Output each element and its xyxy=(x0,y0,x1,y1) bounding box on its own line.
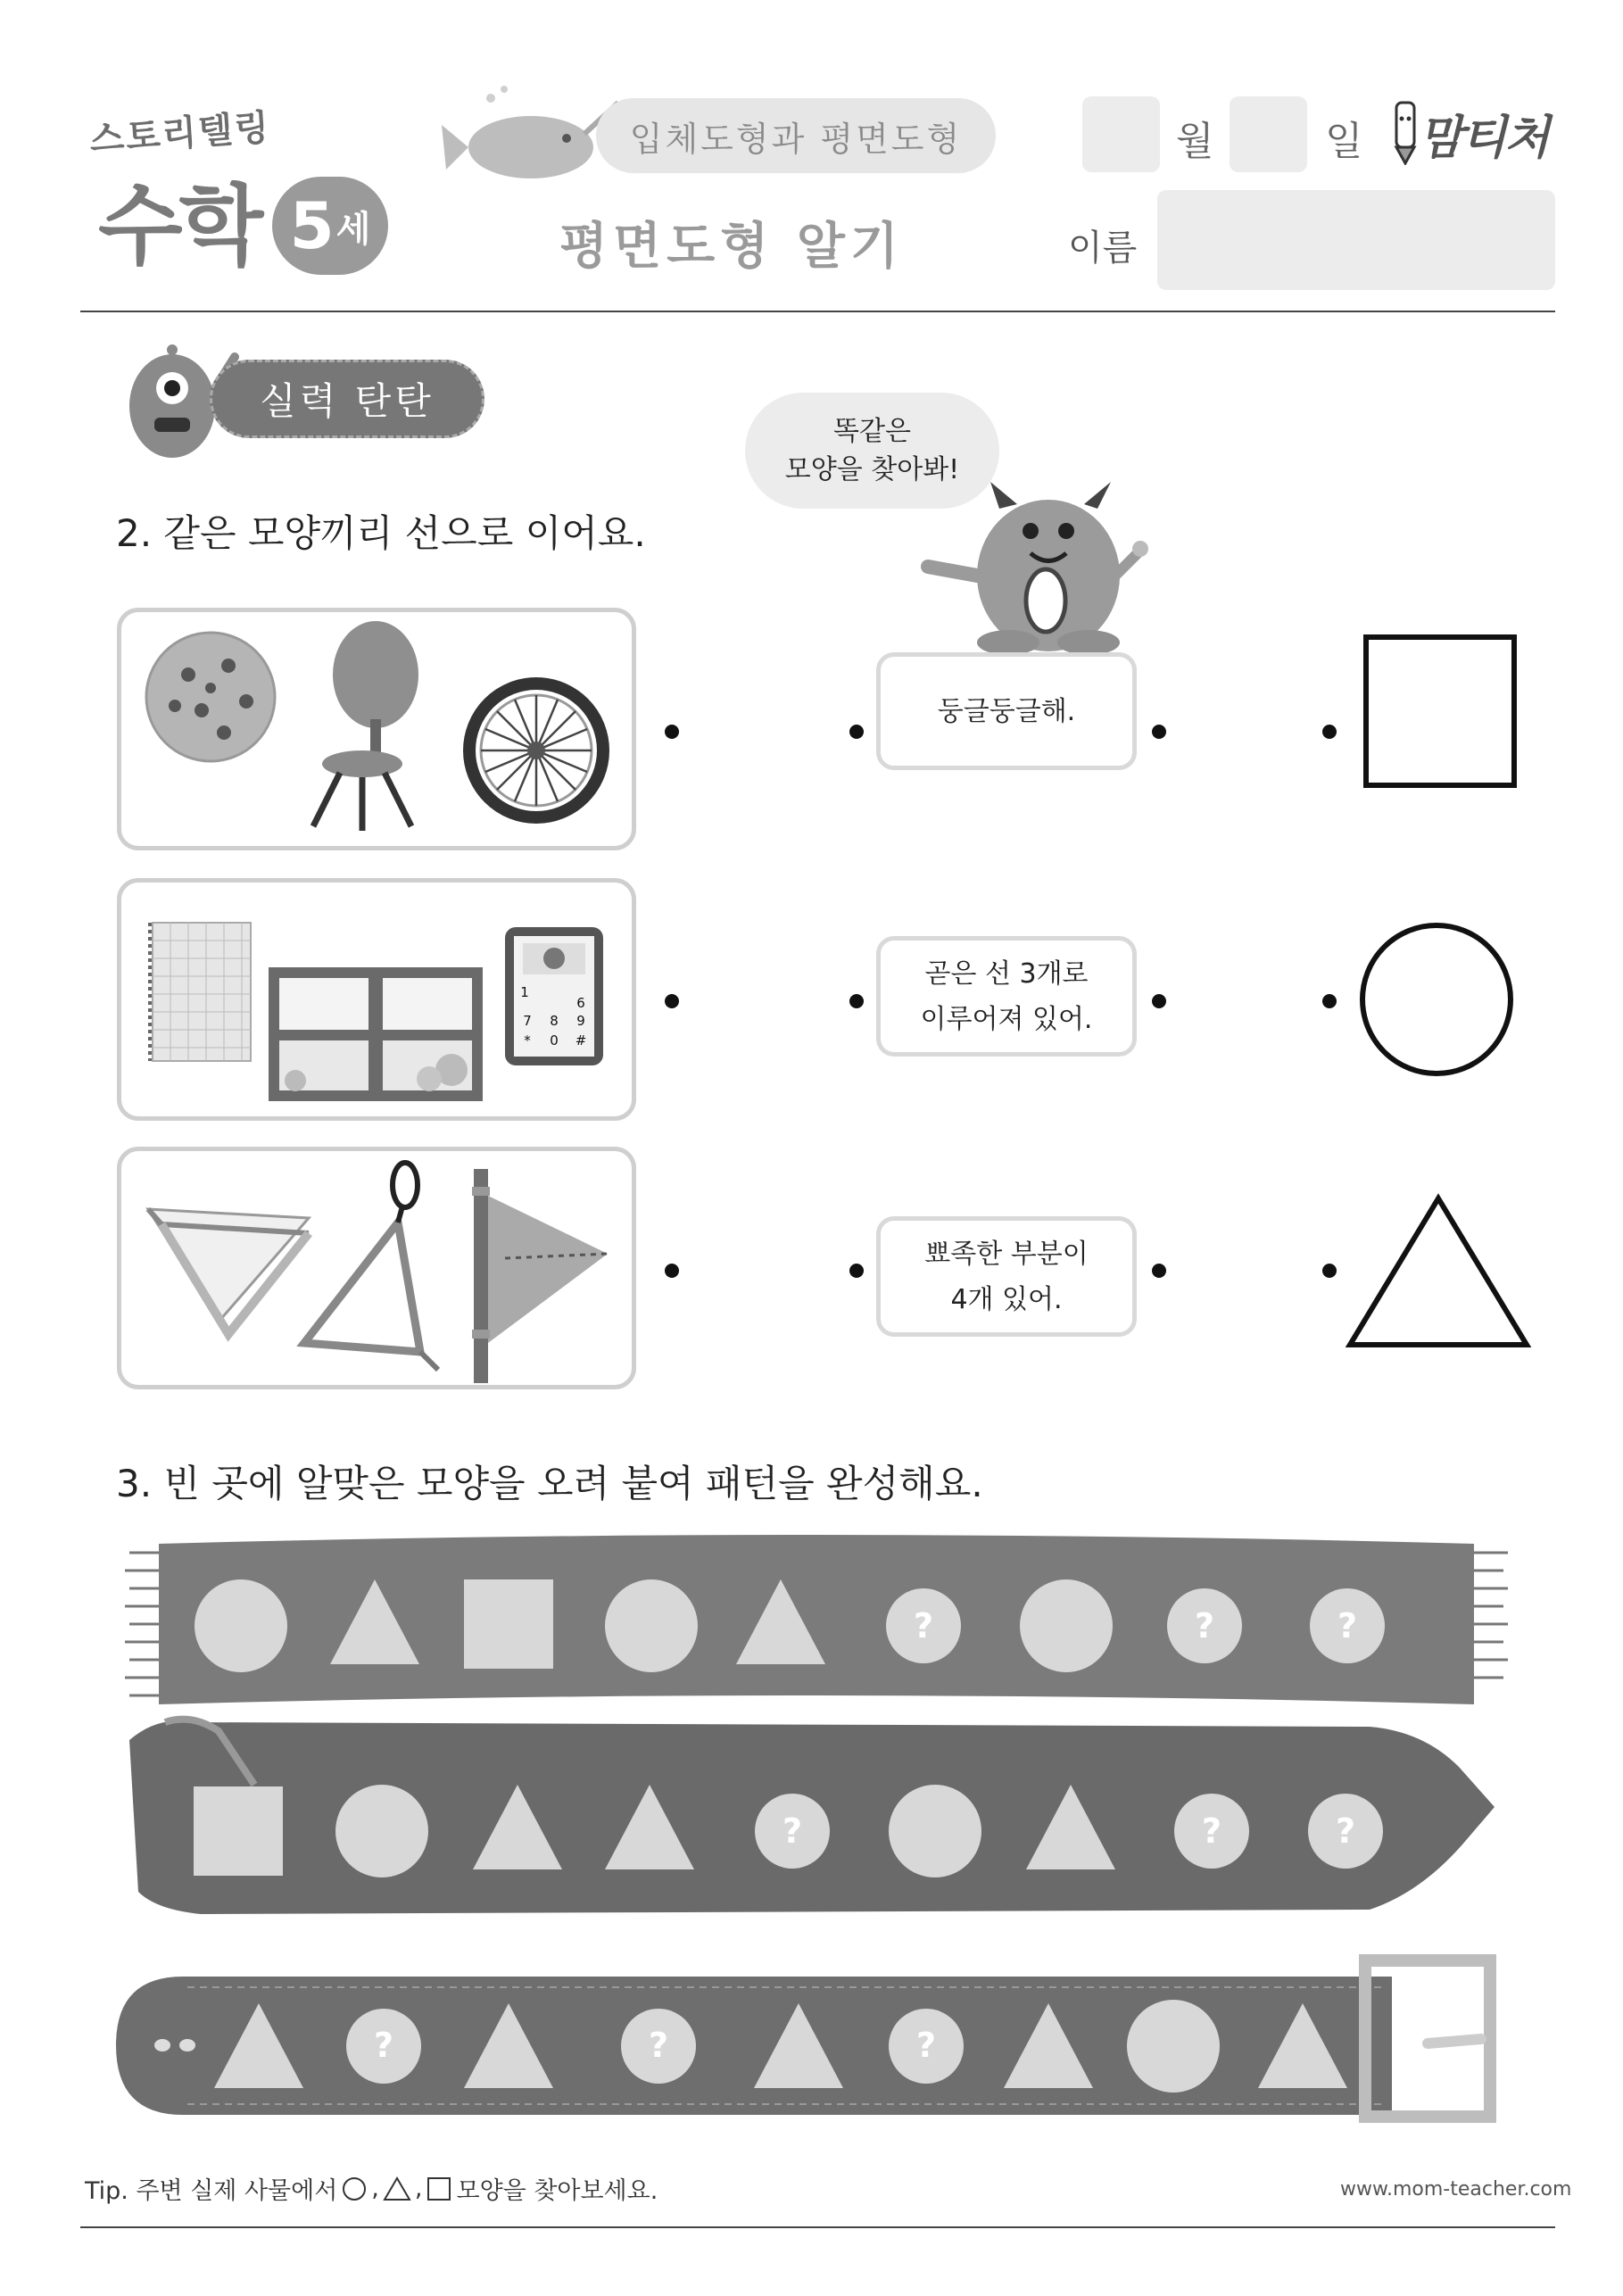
speech-line-1: 똑같은 xyxy=(833,415,911,447)
square-shape xyxy=(1361,632,1521,792)
picture-group-rect xyxy=(121,883,632,1116)
description-card-2 xyxy=(876,936,1137,1057)
footer-url[interactable]: www.mom-teacher.com xyxy=(1340,2178,1572,2201)
belt-blank-2[interactable]: ? xyxy=(648,2026,669,2065)
tie-blank-3[interactable]: ? xyxy=(1335,1811,1356,1851)
connect-dot-pic-1[interactable] xyxy=(665,725,679,739)
tip-suffix: 모양을 찾아보세요. xyxy=(456,2177,658,2205)
belt-blank-1[interactable]: ? xyxy=(373,2026,394,2065)
triangle-outline-icon xyxy=(383,2176,411,2202)
description-2-line-1: 곧은 선 3개로 xyxy=(924,957,1089,990)
triangle-shape xyxy=(1346,1191,1533,1352)
picture-box-2 xyxy=(117,878,636,1121)
phone-icon xyxy=(505,927,603,1065)
scarf-blank-1[interactable]: ? xyxy=(913,1606,934,1645)
cookie-icon xyxy=(146,633,275,761)
description-2-line-2: 이루어져 있어. xyxy=(920,1003,1093,1035)
speech-line-2: 모양을 찾아봐! xyxy=(784,454,960,485)
month-label: 월 xyxy=(1176,119,1214,164)
name-label: 이름 xyxy=(1068,228,1138,269)
tie-blank-1[interactable]: ? xyxy=(782,1811,803,1851)
connect-dot-desc-1-right[interactable] xyxy=(1152,725,1166,739)
sandwich-icon xyxy=(148,1209,309,1334)
belt-pattern xyxy=(116,1950,1508,2128)
age-number: 5 xyxy=(289,188,335,263)
brand-logo: 맘티처 xyxy=(1419,112,1548,165)
tie-blank-2[interactable]: ? xyxy=(1201,1811,1222,1851)
description-3-line-1: 뾰족한 부분이 xyxy=(924,1238,1089,1270)
phone-key-0: 0 xyxy=(550,1032,559,1049)
footer-divider xyxy=(80,2226,1555,2228)
picture-box-1 xyxy=(117,608,636,850)
phone-key-hash: # xyxy=(575,1032,587,1049)
tie-pattern xyxy=(129,1713,1503,1927)
tip-prefix: Tip. 주변 실제 사물에서 xyxy=(85,2177,338,2205)
month-input[interactable] xyxy=(1082,96,1160,172)
pencil-icon xyxy=(1387,94,1423,165)
age-badge xyxy=(272,177,388,275)
connect-dot-desc-3-left[interactable] xyxy=(849,1264,864,1278)
connect-dot-shape-1[interactable] xyxy=(1322,725,1337,739)
circle-outline-icon xyxy=(341,2176,368,2202)
phone-key-6: 6 xyxy=(576,995,585,1011)
scarf-blank-3[interactable]: ? xyxy=(1337,1606,1358,1645)
connect-dot-desc-1-left[interactable] xyxy=(849,725,864,739)
narwhal-illustration xyxy=(442,85,620,192)
scarf-pattern xyxy=(116,1530,1517,1718)
picture-group-round xyxy=(121,612,632,846)
description-1-line-1: 둥글둥글해. xyxy=(937,695,1076,727)
phone-key-star: * xyxy=(524,1032,531,1049)
description-card-3 xyxy=(876,1216,1137,1337)
connect-dot-pic-2[interactable] xyxy=(665,994,679,1008)
connect-dot-desc-2-right[interactable] xyxy=(1152,994,1166,1008)
window-icon xyxy=(269,967,483,1101)
connect-dot-desc-3-right[interactable] xyxy=(1152,1264,1166,1278)
circle-shape xyxy=(1356,919,1517,1080)
square-outline-icon xyxy=(426,2176,452,2202)
logo-subtitle: 스토리텔링 xyxy=(87,106,272,162)
triangle-instrument-icon xyxy=(304,1163,438,1370)
connect-dot-shape-2[interactable] xyxy=(1322,994,1337,1008)
belt-blank-3[interactable]: ? xyxy=(915,2026,937,2065)
day-label: 일 xyxy=(1325,119,1363,164)
name-input[interactable] xyxy=(1157,190,1555,290)
logo-title: 수학 xyxy=(98,176,261,278)
monster-character-icon xyxy=(910,468,1160,656)
flag-icon xyxy=(472,1169,608,1383)
q3-prompt: 3. 빈 곳에 알맞은 모양을 오려 붙여 패턴을 완성해요. xyxy=(116,1462,983,1505)
phone-key-1: 1 xyxy=(520,984,529,1000)
wheel-icon xyxy=(469,684,603,817)
header-divider xyxy=(80,311,1555,312)
scarf-blank-2[interactable]: ? xyxy=(1194,1606,1215,1645)
phone-key-9: 9 xyxy=(576,1013,585,1029)
section-badge: 실력 탄탄 xyxy=(210,360,484,438)
connect-dot-desc-2-left[interactable] xyxy=(849,994,864,1008)
picture-group-triangle xyxy=(121,1151,632,1385)
round-chair-icon xyxy=(313,621,418,831)
phone-key-7: 7 xyxy=(523,1013,532,1029)
tip-sep-1: , xyxy=(371,2175,379,2202)
tip-sep-2: , xyxy=(414,2175,423,2202)
notebook-icon xyxy=(150,923,251,1061)
unit-title: 입체도형과 평면도형 xyxy=(596,98,996,173)
description-3-line-2: 4개 있어. xyxy=(950,1283,1063,1315)
picture-box-3 xyxy=(117,1147,636,1389)
phone-key-8: 8 xyxy=(550,1013,559,1029)
q2-prompt: 2. 같은 모양끼리 선으로 이어요. xyxy=(116,511,646,555)
connect-dot-pic-3[interactable] xyxy=(665,1264,679,1278)
footer-tip xyxy=(85,2171,658,2206)
description-card-1 xyxy=(876,652,1137,770)
connect-dot-shape-3[interactable] xyxy=(1322,1264,1337,1278)
lesson-title: 평면도형 알기 xyxy=(559,218,905,276)
day-input[interactable] xyxy=(1230,96,1307,172)
age-unit: 세 xyxy=(335,208,371,250)
